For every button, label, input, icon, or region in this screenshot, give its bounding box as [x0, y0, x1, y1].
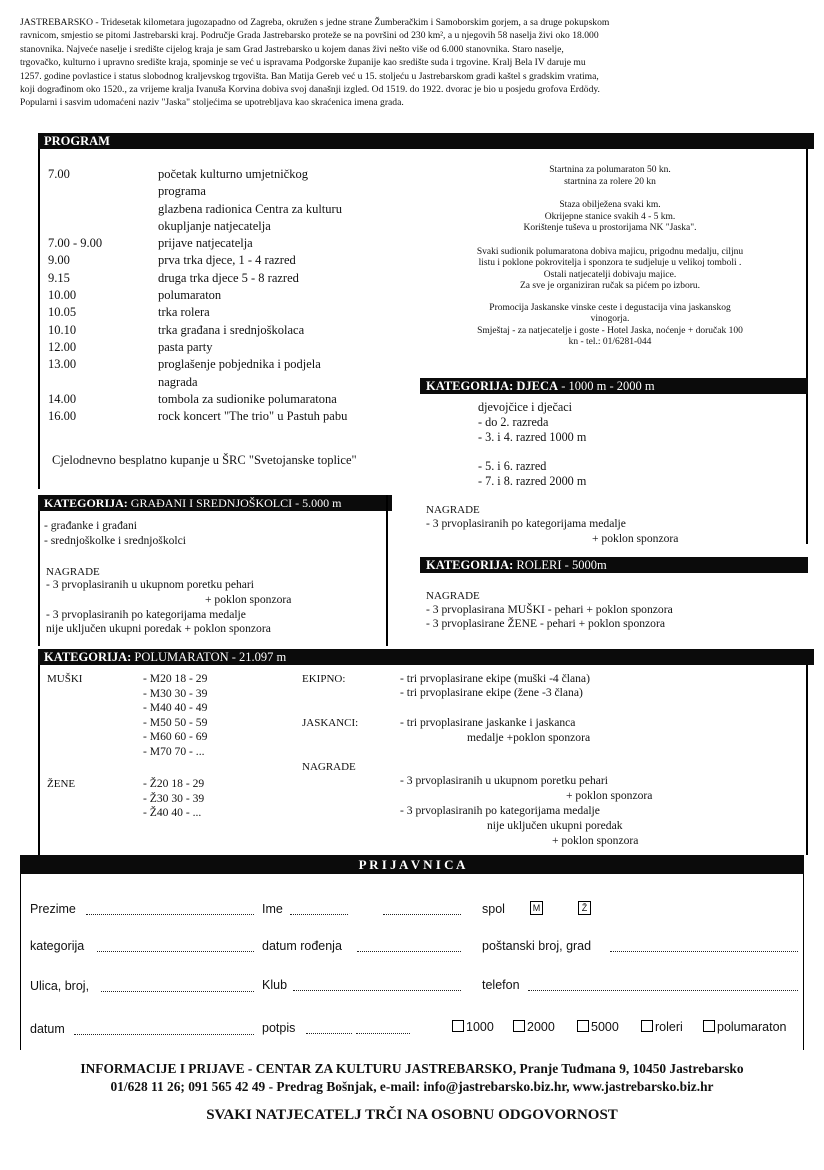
potpis-field[interactable] [306, 1033, 352, 1034]
datum-label: datum [30, 1022, 65, 1036]
info-line: Startnina za polumaraton 50 kn. [549, 165, 671, 175]
program-event: prva trka djece, 1 - 4 razred [158, 253, 296, 268]
jaskanci-line: - tri prvoplasirane jaskanke i jaskanca [400, 716, 576, 729]
roleri-nagrade-label: NAGRADE [426, 590, 480, 602]
gradjani-heading: KATEGORIJA: GRAĐANI I SREDNJOŠKOLCI - 5.000 m [38, 495, 392, 511]
polumaraton-heading: KATEGORIJA: POLUMARATON - 21.097 m [38, 649, 814, 665]
footer-contact [20, 1060, 804, 1096]
djeca-line: - 7. i 8. razred 2000 m [478, 474, 587, 488]
footer-line: 01/628 11 26; 091 565 42 49 - Predrag Bošnjak, e-mail: info@jastrebarsko.biz.hr, www.jastrebarsko.biz.hr [110, 1079, 714, 1094]
klub-field[interactable] [293, 990, 461, 991]
zene-categories [143, 777, 204, 821]
roleri-heading: KATEGORIJA: ROLERI - 5000m [420, 557, 808, 573]
muski-category: - M30 30 - 39 [143, 686, 208, 700]
djeca-line: - 3. i 4. razred 1000 m [478, 430, 587, 444]
prijavnica-frame [20, 874, 804, 1050]
gradjani-line: - građanke i građani [44, 519, 138, 532]
ime-label: Ime [262, 902, 283, 916]
roleri-nagrade-1: - 3 prvoplasirana MUŠKI - pehari + poklon sponzora [426, 603, 673, 616]
info-line: listu i poklone pokrovitelja i sponzora te sudjeluje u velikoj tomboli . [478, 258, 742, 268]
info-line: Za sve je organiziran ručak sa pićem po izboru. [520, 281, 700, 291]
intro-paragraph [20, 16, 802, 110]
kategorija-label: kategorija [30, 939, 85, 953]
polumaraton-nagrade-3: - 3 prvoplasiranih po kategorijama medalje [400, 804, 600, 817]
postanski-field[interactable] [610, 951, 798, 952]
option-polumaraton-label: polumaraton [717, 1020, 787, 1034]
checkbox-1000[interactable] [452, 1020, 464, 1032]
datum-rodjenja-label: datum rođenja [262, 939, 342, 953]
gradjani-line: - srednjoškolke i srednjoškolci [44, 534, 187, 547]
intro-line: JASTREBARSKO - Tridesetak kilometara jugozapadno od Zagreba, okružen s jedne strane Žumberačkim i Samoborskim gorjem, a sa druge pokupskom [20, 17, 610, 28]
spol-z-checkbox[interactable]: Ž [578, 901, 591, 915]
gradjani-right-rule [386, 495, 388, 646]
djeca-nagrade-1: - 3 prvoplasiranih po kategorijama medalje [426, 517, 626, 530]
program-event: prijave natjecatelja [158, 236, 253, 251]
muski-category: - M50 50 - 59 [143, 715, 208, 729]
polumaraton-nagrade-label: NAGRADE [302, 761, 356, 773]
program-time: 9.15 [48, 270, 70, 285]
muski-category: - M70 70 - ... [143, 744, 205, 758]
option-2000[interactable] [513, 1020, 555, 1034]
info-line: vinogorja. [590, 314, 630, 324]
polumaraton-nagrade-4: nije uključen ukupni poredak [487, 819, 623, 832]
potpis-label: potpis [262, 1021, 296, 1035]
gradjani-left-rule [38, 511, 40, 646]
info-line: Korištenje tuševa u prostorijama NK "Jaska". [523, 223, 697, 233]
footer-disclaimer: SVAKI NATJECATELJ TRČI NA OSOBNU ODGOVORNOST [206, 1107, 618, 1123]
spol-label: spol [482, 902, 505, 916]
checkbox-2000[interactable] [513, 1020, 525, 1032]
jaskanci-label: JASKANCI: [302, 717, 359, 729]
footer-line: INFORMACIJE I PRIJAVE - CENTAR ZA KULTURU JASTREBARSKO, Pranje Tuđmana 9, 10450 Jastrebarsko [80, 1061, 744, 1076]
ekipno-label: EKIPNO: [302, 673, 346, 685]
info-line: Ostali natjecatelji dobivaju majice. [543, 269, 677, 280]
intro-line: stanovnika. Najveće naselje i središte cijelog kraja je sam Grad Jastrebarsko u kojem danas živi nešto više od 6.000 stanovnika. Staro naselje, [20, 43, 564, 55]
program-event: druga trka djece 5 - 8 razred [158, 270, 299, 285]
roleri-nagrade-2: - 3 prvoplasirane ŽENE - pehari + poklon sponzora [426, 617, 665, 630]
program-event: trka građana i srednjoškolaca [158, 322, 305, 337]
checkbox-5000[interactable] [577, 1020, 589, 1032]
zene-category: - Ž30 30 - 39 [143, 791, 205, 805]
info-line: startnina za rolere 20 kn [564, 176, 656, 187]
djeca-line: djevojčice i dječaci [478, 400, 573, 414]
option-5000[interactable] [577, 1020, 619, 1034]
prezime-label: Prezime [30, 902, 76, 916]
program-right-rule [806, 149, 808, 544]
klub-label: Klub [262, 978, 288, 992]
option-1000[interactable] [452, 1020, 494, 1034]
program-time: 7.00 [48, 167, 70, 181]
info-line: Staza obilježena svaki km. [559, 200, 661, 210]
program-event: rock koncert "The trio" u Pastuh pabu [158, 409, 348, 424]
program-time: 12.00 [48, 339, 77, 354]
gradjani-nagrade-label: NAGRADE [46, 566, 100, 578]
program-event: okupljanje natjecatelja [158, 218, 271, 233]
muski-category: - M40 40 - 49 [143, 701, 208, 715]
datum-rodjenja-field[interactable] [357, 951, 461, 952]
djeca-nagrade-label: NAGRADE [426, 504, 480, 516]
jaskanci-line: medalje +poklon sponzora [467, 731, 591, 744]
program-event: glazbena radionica Centra za kulturu [158, 201, 342, 216]
program-time: 16.00 [48, 409, 77, 424]
program-time: 9.00 [48, 253, 70, 268]
polumaraton-left-rule [38, 665, 40, 855]
program-left-rule [38, 149, 40, 489]
zene-label: ŽENE [47, 778, 76, 790]
djeca-heading: KATEGORIJA: DJECA - 1000 m - 2000 m [420, 378, 808, 394]
option-roleri-label: roleri [655, 1020, 683, 1034]
program-time: 13.00 [48, 357, 77, 372]
prezime-field[interactable] [86, 914, 254, 915]
zene-category: - Ž40 40 - ... [143, 806, 202, 820]
program-event: tombola za sudionike polumaratona [158, 391, 337, 406]
program-event: polumaraton [158, 288, 222, 303]
spol-m-checkbox[interactable]: M [530, 901, 543, 915]
program-heading: PROGRAM [38, 133, 814, 149]
program-time: 10.05 [48, 305, 77, 320]
info-line: kn - tel.: 01/6281-044 [568, 337, 652, 347]
muski-category: - M20 18 - 29 [143, 672, 208, 685]
program-event: proglašenje pobjednika i podjela [158, 357, 321, 372]
ime-field[interactable] [290, 914, 348, 915]
program-event: nagrada [158, 374, 198, 389]
info-block [420, 165, 800, 349]
djeca-groups [478, 400, 586, 489]
kategorija-field[interactable] [97, 951, 254, 952]
program-time: 7.00 - 9.00 [48, 236, 103, 251]
program-time: 14.00 [48, 391, 77, 406]
potpis-field-extra[interactable] [356, 1033, 410, 1034]
intro-line: koji dograđinom oko 1520., za vrijeme kralja Ivanuša Korvina dobiva svoj današnji izgled. Od 1519. do 1922. dvorac je bio u posjedu grofova Erdödy. [20, 84, 600, 96]
prijavnica-heading: P R I J A V N I C A [20, 855, 804, 874]
datum-field[interactable] [74, 1034, 254, 1035]
ekipno-line: - tri prvoplasirane ekipe (muški -4 člana) [400, 672, 590, 685]
option-2000-label: 2000 [527, 1020, 555, 1034]
program-event: početak kulturno umjetničkog [158, 167, 308, 181]
option-roleri[interactable] [641, 1020, 683, 1034]
polumaraton-nagrade-1: - 3 prvoplasiranih u ukupnom poretku pehari [400, 774, 608, 787]
checkbox-roleri[interactable] [641, 1020, 653, 1032]
postanski-label: poštanski broj, grad [482, 939, 592, 953]
intro-line: 1257. godine povlastice i status slobodnog kraljevskog trgovišta. Ban Matija Gereb već u 15. stoljeću u Jastrebarskom gradi kaštel s gradskim vratima, [20, 70, 599, 82]
polumaraton-nagrade-5: + poklon sponzora [552, 834, 639, 847]
telefon-label: telefon [482, 978, 520, 992]
info-line: Smještaj - za natjecatelje i goste - Hotel Jaska, noćenje + doručak 100 [477, 325, 743, 336]
program-time: 10.00 [48, 288, 77, 303]
gradjani-nagrade-1: - 3 prvoplasiranih u ukupnom poretku pehari [46, 578, 254, 591]
gradjani-nagrade-2: + poklon sponzora [205, 593, 292, 606]
ulica-field[interactable] [101, 991, 254, 992]
muski-category: - M60 60 - 69 [143, 730, 208, 744]
program-event: programa [158, 184, 206, 199]
polumaraton-nagrade-2: + poklon sponzora [566, 789, 653, 802]
ekipno-line: - tri prvoplasirane ekipe (žene -3 člana) [400, 686, 583, 699]
bath-note: Cjelodnevno besplatno kupanje u ŠRC "Svetojanske toplice" [52, 453, 357, 467]
program-time: 10.10 [48, 322, 77, 337]
ime-field-extra[interactable] [383, 914, 461, 915]
ulica-label: Ulica, broj, [30, 979, 90, 993]
muski-label: MUŠKI [47, 673, 83, 685]
djeca-line: - 5. i 6. razred [478, 459, 547, 473]
intro-line: Popularni i sasvim udomaćeni naziv "Jaska" stoljećima se upotrebljava kao skraćenica imena grada. [20, 97, 404, 109]
intro-line: ravnicom, smjestio se pitomi Jastrebarski kraj. Područje Grada Jastrebarsko proteže se na površini od 230 km², a u njegovih 58 naselja živi oko 18.000 [20, 30, 599, 42]
djeca-nagrade-2: + poklon sponzora [592, 532, 679, 545]
info-line: Promocija Jaskanske vinske ceste i degustacija vina jaskanskog [489, 302, 731, 313]
polumaraton-right-rule [806, 665, 808, 855]
option-polumaraton[interactable] [703, 1020, 787, 1034]
zene-category: - Ž20 18 - 29 [143, 777, 205, 790]
info-line: Svaki sudionik polumaratona dobiva majicu, prigodnu medalju, ciljnu [476, 246, 744, 257]
telefon-field[interactable] [528, 990, 798, 991]
intro-line: trgovačko, kulturno i upravno središte kraja, spominje se već u ispravama Podgorske županije kao središte suda i trgovine. Kralj Bela IV daruje mu [20, 57, 586, 69]
option-1000-label: 1000 [466, 1020, 494, 1034]
option-5000-label: 5000 [591, 1020, 619, 1034]
gradjani-nagrade-4: nije uključen ukupni poredak + poklon sponzora [46, 622, 271, 635]
djeca-line: - do 2. razreda [478, 415, 549, 429]
program-event: pasta party [158, 339, 213, 354]
muski-categories [143, 672, 207, 760]
checkbox-polumaraton[interactable] [703, 1020, 715, 1032]
info-line: Okrijepne stanice svakih 4 - 5 km. [544, 211, 676, 222]
gradjani-nagrade-3: - 3 prvoplasiranih po kategorijama medalje [46, 608, 246, 621]
program-event: trka rolera [158, 305, 210, 320]
